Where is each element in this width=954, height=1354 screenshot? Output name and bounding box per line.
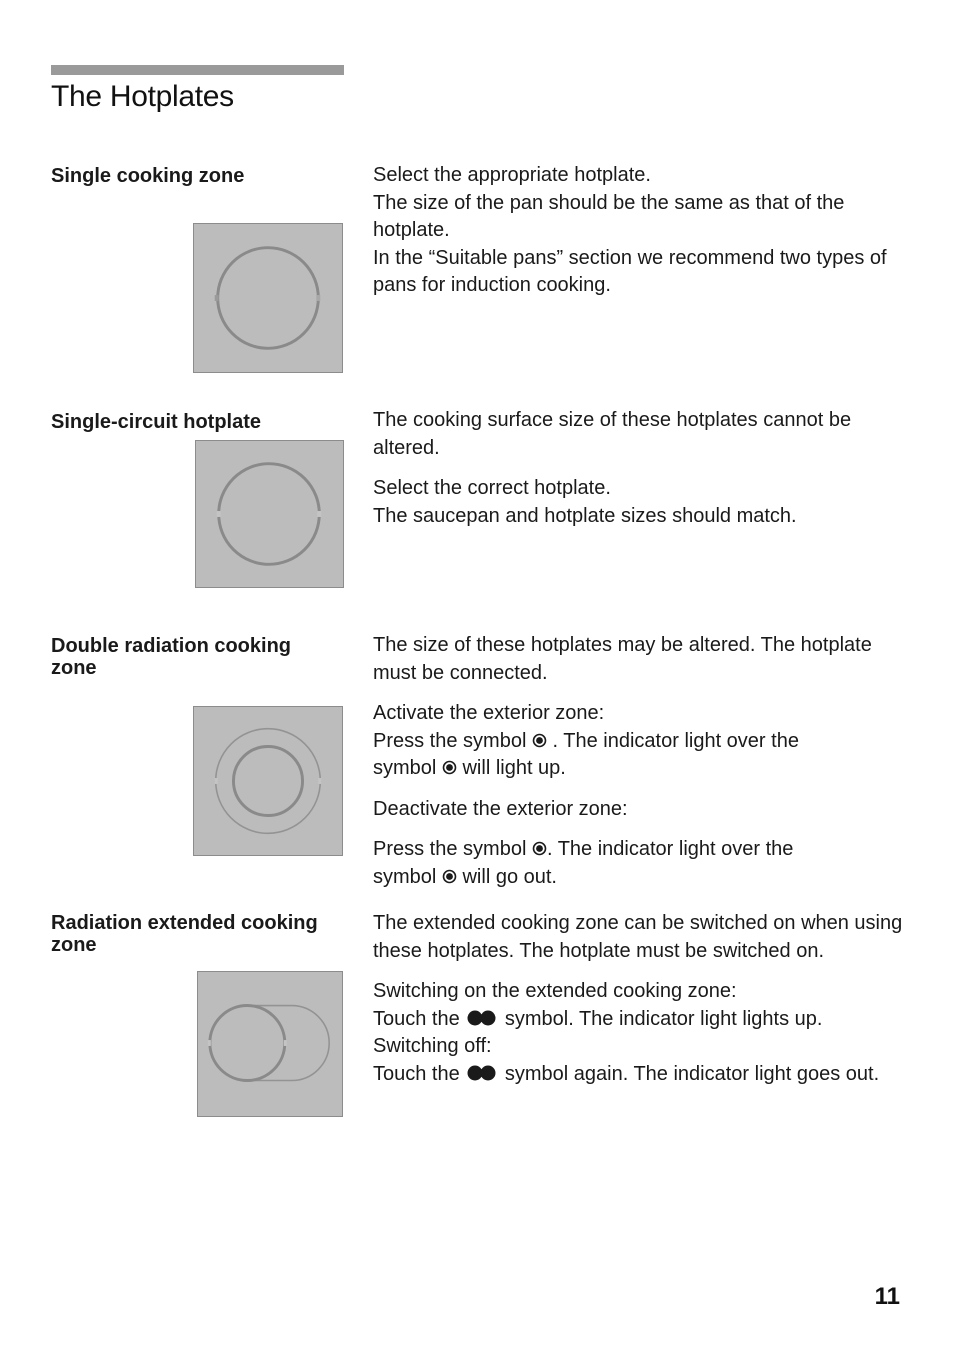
double-radiation-symbol-icon [442, 760, 457, 775]
text-fragment: symbol [373, 865, 437, 888]
paragraph [373, 978, 913, 1088]
paragraph: Deactivate the exterior zone: [373, 797, 628, 820]
text-line: Switching off: [373, 1035, 492, 1057]
radiation-extended-illustration [197, 971, 343, 1117]
text-line: Select the correct hotplate. [373, 477, 611, 499]
text-line: The cooking surface size of these hotplates cannot be altered. [373, 409, 852, 459]
text-fragment: Press the symbol [373, 838, 527, 860]
text-fragment: Press the symbol [373, 729, 527, 752]
paragraph: The size of these hotplates may be altered. The hotplate must be connected. [373, 634, 872, 684]
text-fragment: Touch the [373, 1062, 460, 1085]
single-zone-ring-icon [194, 224, 342, 372]
paragraph [373, 162, 913, 300]
extended-zone-symbol-icon [465, 1010, 499, 1026]
section-text-double-radiation [373, 632, 913, 891]
double-zone-rings-icon [194, 707, 342, 855]
text-line: The saucepan and hotplate sizes should match. [373, 504, 797, 527]
text-fragment: symbol again. The indicator light goes out. [504, 1062, 880, 1085]
double-radiation-illustration [193, 706, 343, 856]
paragraph [373, 700, 913, 783]
section-text-radiation-extended [373, 910, 913, 1088]
single-circuit-hotplate-illustration [195, 440, 344, 588]
extended-zone-symbol-icon [465, 1065, 499, 1081]
text-fragment: symbol. The indicator light lights up. [504, 1007, 823, 1030]
text-fragment: . The indicator light over the [546, 838, 794, 860]
double-radiation-symbol-icon [442, 869, 457, 884]
double-radiation-symbol-icon [532, 733, 547, 748]
text-line: Activate the exterior zone: [373, 702, 605, 724]
text-line: Switching on the extended cooking zone: [373, 980, 737, 1002]
text-line: In the “Suitable pans” section we recommend two types of pans for induction cooking. [373, 246, 887, 296]
page-number: 11 [874, 1283, 900, 1310]
text-fragment: will light up. [462, 757, 566, 779]
section-heading-single-cooking-zone: Single cooking zone [51, 165, 245, 187]
section-text-single-cooking-zone [373, 162, 913, 300]
section-heading-single-circuit-hotplate: Single-circuit hotplate [51, 411, 262, 433]
text-fragment: symbol [373, 757, 437, 779]
single-circuit-ring-icon [196, 441, 343, 587]
extended-zone-rings-icon [198, 972, 342, 1116]
text-line: Select the appropriate hotplate. [373, 164, 651, 186]
page-title: The Hotplates [51, 80, 234, 113]
paragraph [373, 836, 913, 891]
section-text-single-circuit-hotplate [373, 407, 913, 530]
section-heading-radiation-extended: Radiation extended cooking zone [51, 912, 318, 956]
text-fragment: Touch the [373, 1007, 460, 1030]
paragraph [373, 407, 913, 462]
paragraph: The extended cooking zone can be switched on when using these hotplates. The hotplate must be switched on. [373, 912, 903, 962]
double-radiation-symbol-icon [532, 841, 547, 856]
section-heading-double-radiation: Double radiation cooking zone [51, 635, 292, 679]
title-rule [51, 65, 344, 75]
single-cooking-zone-illustration [193, 223, 343, 373]
text-line: The size of the pan should be the same as that of the hotplate. [373, 191, 845, 241]
text-fragment: . The indicator light over the [552, 729, 799, 752]
paragraph [373, 475, 913, 530]
text-fragment: will go out. [462, 865, 557, 888]
